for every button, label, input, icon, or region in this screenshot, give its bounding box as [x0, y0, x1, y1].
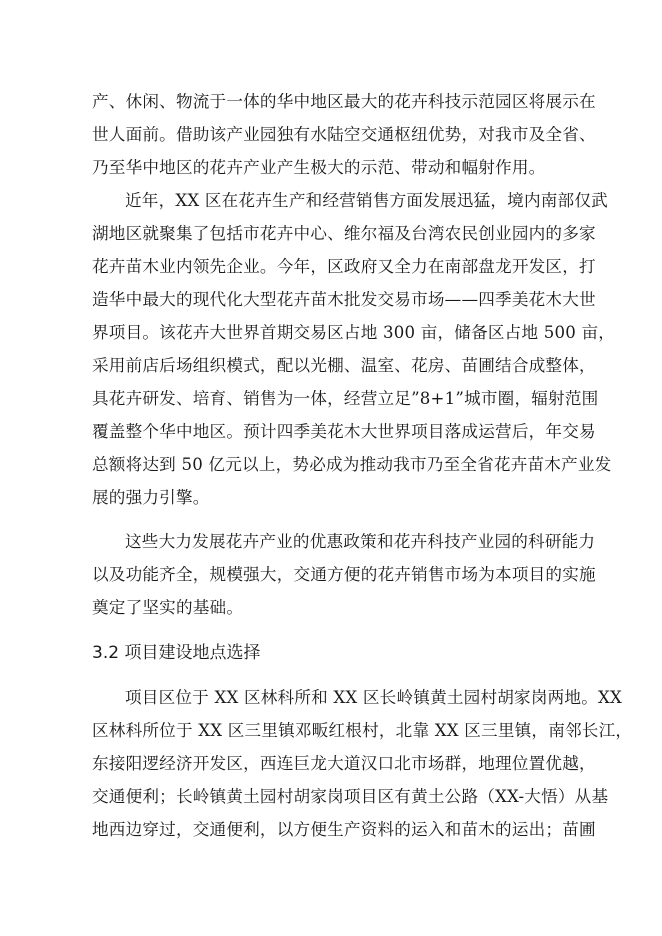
text-line: 近年，XX 区在花卉生产和经营销售方面发展迅猛，境内南部仅武 [125, 191, 608, 210]
text-line: 世人面前。借助该产业园独有水陆空交通枢纽优势，对我市及全省、 [92, 125, 596, 144]
text-line: 奠定了坚实的基础。 [92, 598, 244, 617]
text-line: 乃至华中地区的花卉产业产生极大的示范、带动和幅射作用。 [92, 158, 546, 177]
text-line: 这些大力发展花卉产业的优惠政策和花卉科技产业园的科研能力 [125, 532, 596, 551]
text-line: 花卉苗木业内领先企业。今年，区政府又全力在南部盘龙开发区，打 [92, 257, 596, 276]
text-line: 覆盖整个华中地区。预计四季美花木大世界项目落成运营后，年交易 [92, 422, 596, 441]
text-line: 总额将达到 50 亿元以上，势必成为推动我市乃至全省花卉苗木产业发 [92, 455, 612, 474]
text-line: 采用前店后场组织模式，配以光棚、温室、花房、苗圃结合成整体， [92, 356, 596, 375]
text-line: 以及功能齐全，规模强大，交通方便的花卉销售市场为本项目的实施 [92, 565, 596, 584]
text-line: 造华中最大的现代化大型花卉苗木批发交易市场——四季美花木大世 [92, 290, 596, 309]
text-line: 项目区位于 XX 区林科所和 XX 区长岭镇黄土园村胡家岗两地。XX [125, 688, 623, 707]
text-line: 交通便利；长岭镇黄土园村胡家岗项目区有黄土公路（XX-大悟）从基 [92, 787, 609, 806]
text-line: 界项目。该花卉大世界首期交易区占地 300 亩，储备区占地 500 亩， [92, 323, 616, 342]
text-line: 区林科所位于 XX 区三里镇邓畈红根村，北靠 XX 区三里镇，南邻长江， [92, 721, 633, 740]
text-line: 东接阳逻经济开发区，西连巨龙大道汉口北市场群，地理位置优越， [92, 754, 596, 773]
section-heading: 3.2 项目建设地点选择 [92, 643, 261, 663]
text-line: 湖地区就聚集了包括市花卉中心、维尔福及台湾农民创业园内的多家 [92, 224, 596, 243]
text-line: 地西边穿过，交通便利，以方便生产资料的运入和苗木的运出；苗圃 [92, 820, 596, 839]
text-line: 具花卉研发、培育、销售为一体，经营立足”8+1”城市圈，辐射范围 [92, 389, 599, 408]
text-line: 展的强力引擎。 [92, 488, 210, 507]
text-line: 产、休闲、物流于一体的华中地区最大的花卉科技示范园区将展示在 [92, 92, 596, 111]
